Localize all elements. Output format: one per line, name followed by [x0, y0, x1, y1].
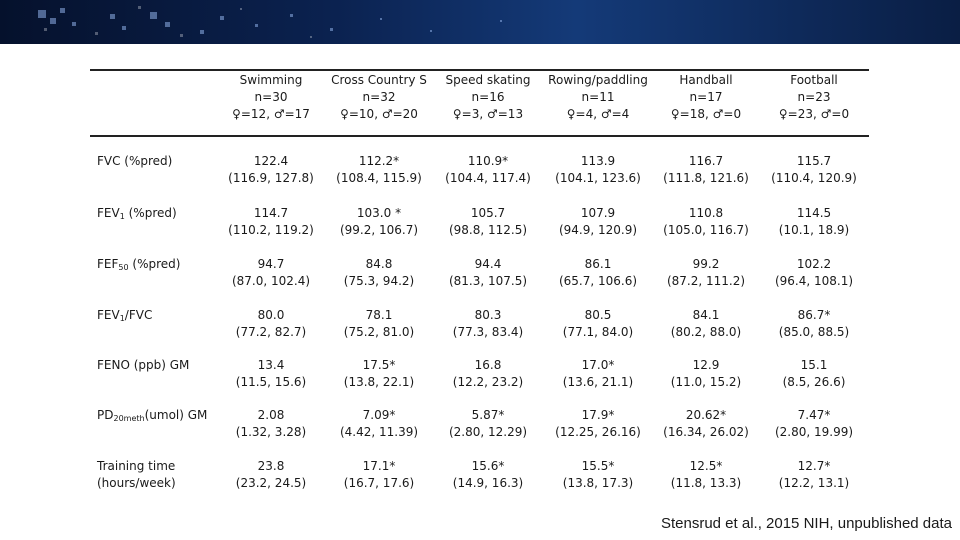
- table-cell: [429, 153, 547, 187]
- table-cell: [429, 256, 547, 290]
- cell-mean: 110.9*: [467, 154, 509, 168]
- column-n: n=32: [362, 90, 396, 104]
- column-sex: ♀=4, ♂=4: [566, 107, 630, 121]
- cell-ci: (108.4, 115.9): [336, 171, 422, 185]
- column-sex: ♀=12, ♂=17: [232, 107, 310, 121]
- table-cell: [755, 205, 873, 239]
- cell-ci: (65.7, 106.6): [558, 274, 638, 288]
- cell-ci: (80.2, 88.0): [670, 325, 742, 339]
- column-sport: Cross Country S: [331, 73, 427, 87]
- cell-mean: 116.7: [688, 154, 724, 168]
- table-cell: [539, 407, 657, 441]
- cell-ci: (75.3, 94.2): [343, 274, 415, 288]
- cell-mean: 7.47*: [797, 408, 831, 422]
- cell-mean: 112.2*: [358, 154, 400, 168]
- cell-mean: 12.5*: [689, 459, 723, 473]
- cell-mean: 12.7*: [797, 459, 831, 473]
- column-header-handball: [647, 72, 765, 123]
- table-cell: [755, 307, 873, 341]
- table-cell: [320, 458, 438, 492]
- cell-ci: (81.3, 107.5): [448, 274, 528, 288]
- table-cell: [212, 256, 330, 290]
- cell-mean: 103.0 *: [356, 206, 402, 220]
- table-cell: [429, 205, 547, 239]
- cell-mean: 80.0: [257, 308, 285, 322]
- table-cell: [212, 458, 330, 492]
- cell-mean: 99.2: [692, 257, 720, 271]
- cell-mean: 13.4: [257, 358, 285, 372]
- source-citation: Stensrud et al., 2015 NIH, unpublished data: [660, 515, 952, 532]
- cell-mean: 102.2: [796, 257, 832, 271]
- table-cell: [647, 357, 765, 391]
- label-main: FEV: [97, 308, 120, 322]
- cell-mean: 2.08: [257, 408, 285, 422]
- banner-decoration: [0, 0, 960, 44]
- cell-ci: (13.8, 22.1): [343, 375, 415, 389]
- cell-ci: (77.3, 83.4): [452, 325, 524, 339]
- table-cell: [429, 307, 547, 341]
- table-cell: [647, 407, 765, 441]
- cell-ci: (23.2, 24.5): [235, 476, 307, 490]
- cell-mean: 15.1: [800, 358, 828, 372]
- label-main: FEV: [97, 206, 120, 220]
- table-cell: [647, 307, 765, 341]
- table-cell: [212, 153, 330, 187]
- cell-ci: (11.5, 15.6): [235, 375, 307, 389]
- label-main: FEF: [97, 257, 119, 271]
- table-cell: [320, 256, 438, 290]
- table-cell: [320, 153, 438, 187]
- label-sub: 20meth: [113, 414, 145, 423]
- cell-ci: (1.32, 3.28): [235, 425, 307, 439]
- table-cell: [212, 357, 330, 391]
- cell-mean: 94.4: [474, 257, 502, 271]
- table-cell: [539, 357, 657, 391]
- cell-mean: 84.8: [365, 257, 393, 271]
- cell-ci: (104.4, 117.4): [445, 171, 531, 185]
- cell-ci: (4.42, 11.39): [339, 425, 419, 439]
- cell-mean: 20.62*: [685, 408, 727, 422]
- cell-ci: (11.0, 15.2): [670, 375, 742, 389]
- cell-ci: (13.8, 17.3): [562, 476, 634, 490]
- row-label-feno: FENO (ppb) GM: [97, 358, 190, 372]
- table-cell: [212, 205, 330, 239]
- cell-ci: (8.5, 26.6): [782, 375, 846, 389]
- table-cell: [539, 307, 657, 341]
- column-sport: Football: [790, 73, 838, 87]
- table-header-rule: [90, 135, 869, 137]
- cell-mean: 122.4: [253, 154, 289, 168]
- cell-mean: 23.8: [257, 459, 285, 473]
- table-cell: [539, 256, 657, 290]
- cell-mean: 94.7: [257, 257, 285, 271]
- table-cell: [429, 407, 547, 441]
- cell-ci: (77.2, 82.7): [235, 325, 307, 339]
- cell-ci: (116.9, 127.8): [228, 171, 314, 185]
- cell-ci: (87.2, 111.2): [666, 274, 746, 288]
- table-top-rule: [90, 69, 869, 71]
- cell-ci: (99.2, 106.7): [339, 223, 419, 237]
- label-main: PD: [97, 408, 114, 422]
- table-cell: [212, 307, 330, 341]
- cell-mean: 15.6*: [471, 459, 505, 473]
- table-cell: [755, 458, 873, 492]
- cell-mean: 17.0*: [581, 358, 615, 372]
- cell-mean: 114.5: [796, 206, 832, 220]
- table-cell: [539, 458, 657, 492]
- cell-ci: (96.4, 108.1): [774, 274, 854, 288]
- label-line2: (hours/week): [97, 476, 176, 490]
- row-label-fef50: [97, 256, 180, 276]
- column-n: n=30: [254, 90, 288, 104]
- cell-ci: (110.2, 119.2): [228, 223, 314, 237]
- cell-ci: (94.9, 120.9): [558, 223, 638, 237]
- cell-ci: (105.0, 116.7): [663, 223, 749, 237]
- column-header-speed-skating: [429, 72, 547, 123]
- table-cell: [647, 153, 765, 187]
- table-cell: [755, 357, 873, 391]
- cell-mean: 17.1*: [362, 459, 396, 473]
- table-cell: [320, 407, 438, 441]
- cell-ci: (12.2, 13.1): [778, 476, 850, 490]
- cell-ci: (77.1, 84.0): [562, 325, 634, 339]
- column-sex: ♀=3, ♂=13: [452, 107, 524, 121]
- table-cell: [320, 205, 438, 239]
- table-cell: [647, 458, 765, 492]
- cell-mean: 113.9: [580, 154, 616, 168]
- cell-mean: 105.7: [470, 206, 506, 220]
- cell-mean: 17.5*: [362, 358, 396, 372]
- label-line1: Training time: [97, 459, 176, 473]
- cell-ci: (12.25, 26.16): [555, 425, 641, 439]
- cell-ci: (13.6, 21.1): [562, 375, 634, 389]
- cell-mean: 5.87*: [471, 408, 505, 422]
- row-label-fev1-fvc: [97, 307, 152, 327]
- cell-mean: 114.7: [253, 206, 289, 220]
- column-n: n=11: [581, 90, 615, 104]
- cell-mean: 84.1: [692, 308, 720, 322]
- cell-ci: (75.2, 81.0): [343, 325, 415, 339]
- cell-ci: (2.80, 19.99): [774, 425, 854, 439]
- cell-mean: 110.8: [688, 206, 724, 220]
- table-cell: [212, 407, 330, 441]
- row-label-fev1: [97, 205, 177, 225]
- header-banner: [0, 0, 960, 44]
- cell-mean: 80.5: [584, 308, 612, 322]
- column-header-football: [755, 72, 873, 123]
- table-cell: [429, 458, 547, 492]
- cell-ci: (104.1, 123.6): [555, 171, 641, 185]
- table-cell: [755, 153, 873, 187]
- cell-mean: 15.5*: [581, 459, 615, 473]
- cell-ci: (10.1, 18.9): [778, 223, 850, 237]
- label-sub: 50: [118, 263, 129, 272]
- column-sport: Speed skating: [445, 73, 531, 87]
- cell-ci: (87.0, 102.4): [231, 274, 311, 288]
- cell-mean: 115.7: [796, 154, 832, 168]
- table-cell: [429, 357, 547, 391]
- row-label-fvc: FVC (%pred): [97, 154, 173, 168]
- cell-mean: 12.9: [692, 358, 720, 372]
- table-cell: [647, 256, 765, 290]
- column-sport: Rowing/paddling: [548, 73, 648, 87]
- cell-ci: (11.8, 13.3): [670, 476, 742, 490]
- column-n: n=17: [689, 90, 723, 104]
- cell-ci: (111.8, 121.6): [663, 171, 749, 185]
- cell-mean: 86.1: [584, 257, 612, 271]
- row-label-training-time: [97, 458, 176, 492]
- cell-mean: 16.8: [474, 358, 502, 372]
- column-sport: Handball: [679, 73, 733, 87]
- cell-ci: (14.9, 16.3): [452, 476, 524, 490]
- cell-ci: (85.0, 88.5): [778, 325, 850, 339]
- table-cell: [539, 205, 657, 239]
- column-sex: ♀=10, ♂=20: [340, 107, 418, 121]
- table-cell: [647, 205, 765, 239]
- label-rest: (%pred): [128, 257, 181, 271]
- cell-mean: 17.9*: [581, 408, 615, 422]
- column-header-swimming: [212, 72, 330, 123]
- table-cell: [320, 357, 438, 391]
- row-label-pd20meth: [97, 407, 207, 427]
- table-cell: [755, 256, 873, 290]
- column-sex: ♀=18, ♂=0: [670, 107, 742, 121]
- cell-ci: (16.7, 17.6): [343, 476, 415, 490]
- column-n: n=16: [471, 90, 505, 104]
- cell-ci: (98.8, 112.5): [448, 223, 528, 237]
- column-n: n=23: [797, 90, 831, 104]
- cell-mean: 78.1: [365, 308, 393, 322]
- column-header-rowing: [539, 72, 657, 123]
- label-sub: 1: [119, 212, 125, 221]
- column-sex: ♀=23, ♂=0: [778, 107, 850, 121]
- table-cell: [539, 153, 657, 187]
- cell-ci: (2.80, 12.29): [448, 425, 528, 439]
- label-rest: (umol) GM: [144, 408, 208, 422]
- cell-mean: 7.09*: [362, 408, 396, 422]
- cell-ci: (12.2, 23.2): [452, 375, 524, 389]
- label-sub: 1: [119, 314, 125, 323]
- cell-mean: 86.7*: [797, 308, 831, 322]
- cell-mean: 80.3: [474, 308, 502, 322]
- label-rest: /FVC: [124, 308, 153, 322]
- column-sport: Swimming: [239, 73, 303, 87]
- cell-mean: 107.9: [580, 206, 616, 220]
- column-header-cross-country: [320, 72, 438, 123]
- cell-ci: (110.4, 120.9): [771, 171, 857, 185]
- label-rest: (%pred): [124, 206, 177, 220]
- table-cell: [320, 307, 438, 341]
- table-cell: [755, 407, 873, 441]
- cell-ci: (16.34, 26.02): [663, 425, 749, 439]
